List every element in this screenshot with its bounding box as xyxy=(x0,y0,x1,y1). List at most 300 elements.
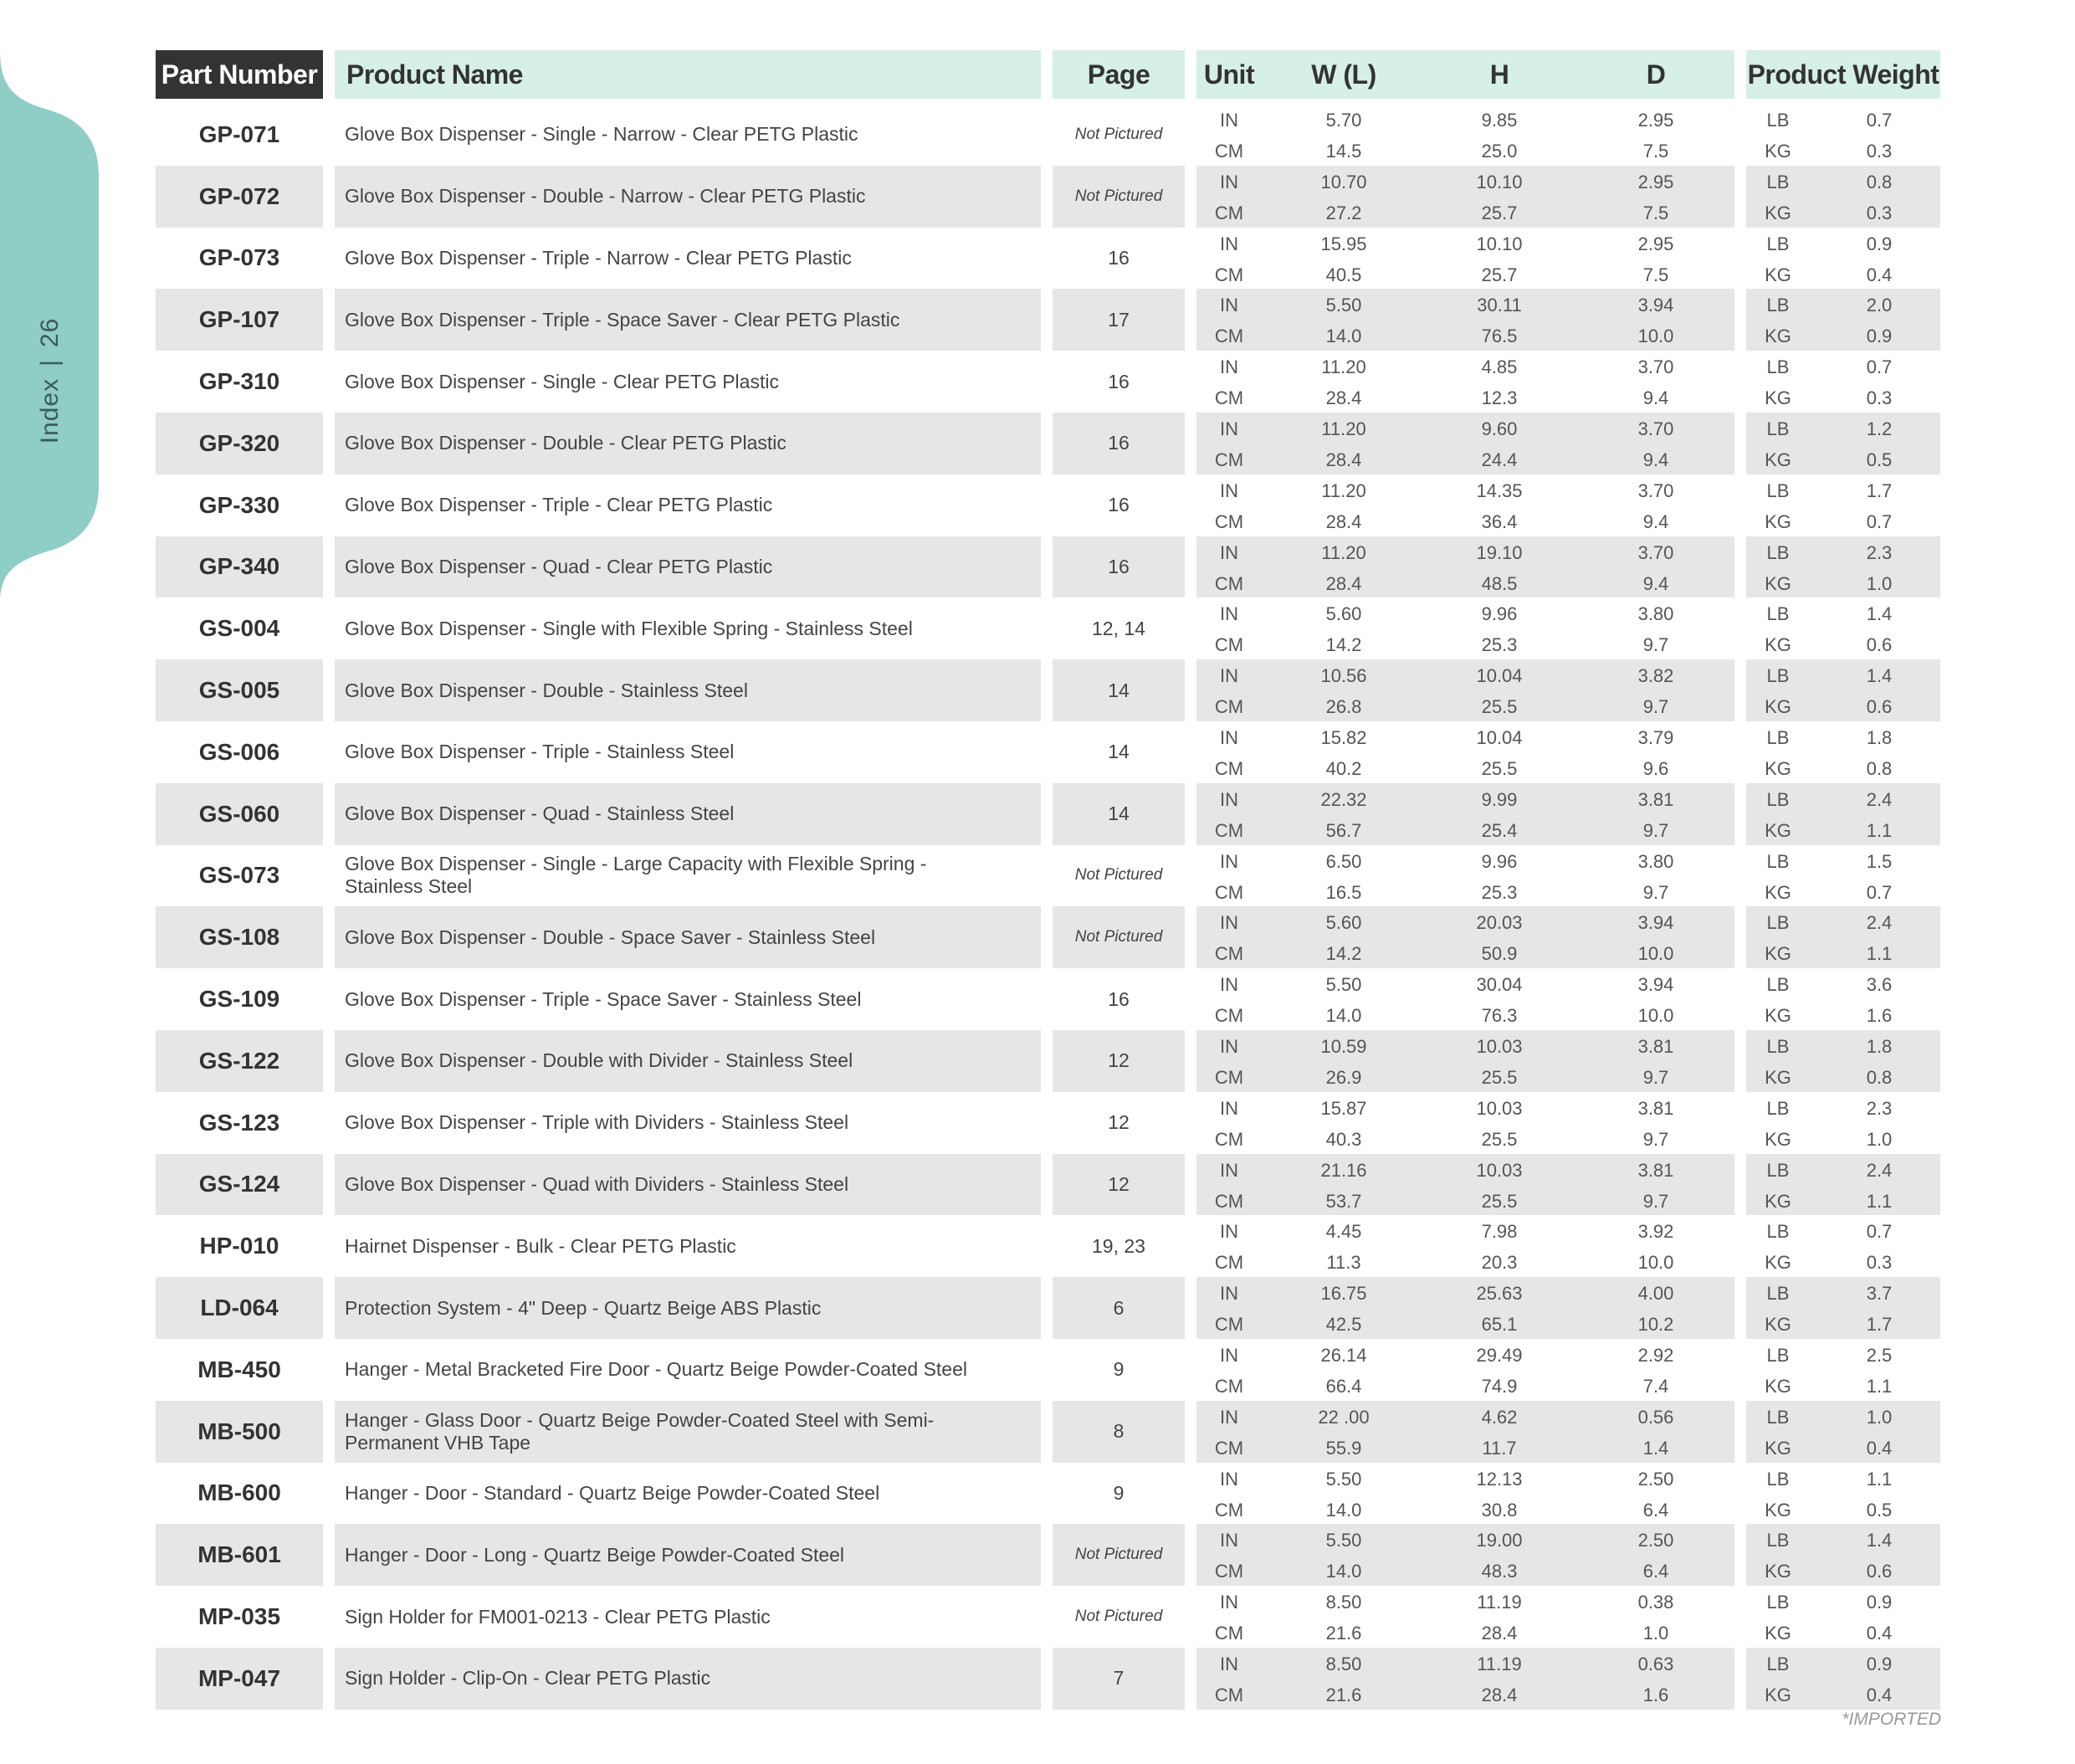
weight-kg: 0.9 xyxy=(1866,326,1893,347)
unit-lb: LB xyxy=(1766,665,1790,687)
page-ref: 12, 14 xyxy=(1092,617,1145,639)
dimensions-cell xyxy=(1196,104,1734,166)
depth-cm: 10.0 xyxy=(1637,326,1674,347)
width-cm: 40.2 xyxy=(1325,758,1362,779)
product-name: Protection System - 4" Deep - Quartz Beige ABS Plastic xyxy=(335,1277,1041,1339)
unit-kg: KG xyxy=(1765,202,1791,223)
unit-lb: LB xyxy=(1766,1159,1790,1181)
weight-kg: 0.6 xyxy=(1866,634,1893,656)
side-tab-section: Index xyxy=(36,377,64,444)
unit-kg: KG xyxy=(1765,881,1791,903)
unit-kg: KG xyxy=(1765,1561,1791,1582)
part-number: HP-010 xyxy=(199,1233,279,1259)
product-name: Glove Box Dispenser - Triple - Space Saver - Stainless Steel xyxy=(345,987,862,1010)
depth-in: 3.70 xyxy=(1637,479,1674,501)
weight-cell xyxy=(1746,166,1940,228)
weight-lb: 2.3 xyxy=(1866,1097,1893,1119)
weight-cell xyxy=(1746,351,1940,413)
header-depth: D xyxy=(1646,59,1666,90)
product-name: Glove Box Dispenser - Single with Flexible Spring - Stainless Steel xyxy=(345,617,913,639)
height-cm: 76.5 xyxy=(1481,326,1518,347)
unit-kg: KG xyxy=(1765,1067,1791,1088)
height-cm: 74.9 xyxy=(1481,1376,1518,1397)
weight-kg: 0.3 xyxy=(1866,202,1893,223)
part-number: GP-340 xyxy=(156,536,323,598)
unit-cm: CM xyxy=(1214,326,1244,347)
page-ref: 9 xyxy=(1113,1481,1125,1504)
depth-cm: 9.6 xyxy=(1642,758,1669,779)
depth-cm: 7.5 xyxy=(1642,202,1669,223)
unit-lb: LB xyxy=(1766,788,1790,810)
height-cm: 25.3 xyxy=(1481,881,1518,903)
unit-lb: LB xyxy=(1766,1592,1790,1613)
product-name: Glove Box Dispenser - Triple - Clear PETG Plastic xyxy=(345,494,773,516)
width-cm: 14.0 xyxy=(1325,1005,1362,1027)
weight-cell xyxy=(1746,845,1940,907)
depth-cm: 10.0 xyxy=(1637,1005,1674,1027)
weight-lb: 1.4 xyxy=(1866,665,1893,687)
depth-cm: 10.0 xyxy=(1637,943,1674,965)
page-ref: 16 xyxy=(1108,370,1130,392)
unit-kg: KG xyxy=(1765,1190,1791,1212)
width-in: 16.75 xyxy=(1320,1283,1367,1305)
product-name: Glove Box Dispenser - Single - Clear PETG Plastic xyxy=(345,370,779,392)
width-cm: 14.5 xyxy=(1325,141,1362,162)
product-index-table xyxy=(156,50,1940,1707)
page-ref: 16 xyxy=(1108,246,1130,269)
dimensions-cell xyxy=(1196,228,1734,290)
height-in: 10.10 xyxy=(1476,233,1523,254)
weight-lb: 0.9 xyxy=(1866,233,1893,254)
width-cm: 14.0 xyxy=(1325,1499,1362,1520)
weight-cell xyxy=(1746,1215,1940,1277)
table-row xyxy=(156,659,1940,721)
width-in: 8.50 xyxy=(1325,1654,1362,1674)
table-row xyxy=(156,413,1940,474)
weight-lb: 0.9 xyxy=(1866,1654,1893,1674)
unit-kg: KG xyxy=(1765,1314,1791,1336)
unit-in: IN xyxy=(1220,233,1238,254)
table-row xyxy=(156,1463,1940,1525)
width-in: 21.16 xyxy=(1320,1159,1367,1181)
dimensions-cell xyxy=(1196,1463,1734,1525)
table-row xyxy=(156,1277,1940,1339)
depth-cm: 10.0 xyxy=(1637,1252,1674,1274)
unit-in: IN xyxy=(1220,110,1238,131)
weight-lb: 1.4 xyxy=(1866,1530,1893,1551)
height-in: 9.85 xyxy=(1481,110,1518,131)
product-name: Sign Holder for FM001-0213 - Clear PETG Plastic xyxy=(345,1605,771,1628)
unit-kg: KG xyxy=(1765,1128,1791,1150)
width-cm: 28.4 xyxy=(1325,572,1362,594)
page-ref: 17 xyxy=(1053,289,1185,351)
unit-in: IN xyxy=(1220,603,1238,625)
part-number: GP-072 xyxy=(156,166,323,228)
page-ref: Not Pictured xyxy=(1053,1524,1185,1586)
weight-cell xyxy=(1746,906,1940,968)
unit-kg: KG xyxy=(1765,1437,1791,1459)
header-page: Page xyxy=(1053,50,1185,99)
depth-in: 0.56 xyxy=(1637,1406,1674,1428)
unit-in: IN xyxy=(1220,727,1238,748)
unit-in: IN xyxy=(1220,1530,1238,1551)
part-number: LD-064 xyxy=(156,1277,323,1339)
height-cm: 25.7 xyxy=(1481,202,1518,223)
width-in: 11.20 xyxy=(1321,356,1366,378)
height-cm: 76.3 xyxy=(1481,1005,1518,1027)
weight-lb: 2.4 xyxy=(1866,912,1893,934)
depth-cm: 1.4 xyxy=(1642,1437,1669,1459)
dimensions-cell xyxy=(1196,1215,1734,1277)
width-cm: 42.5 xyxy=(1325,1314,1362,1336)
weight-cell xyxy=(1746,104,1940,166)
weight-cell xyxy=(1746,289,1940,351)
width-in: 5.60 xyxy=(1325,603,1362,625)
weight-lb: 1.5 xyxy=(1866,850,1893,872)
dimensions-cell xyxy=(1196,1277,1734,1339)
width-in: 15.87 xyxy=(1320,1097,1367,1119)
table-row xyxy=(156,1401,1940,1463)
height-in: 10.03 xyxy=(1476,1036,1523,1057)
height-in: 12.13 xyxy=(1476,1468,1523,1490)
weight-kg: 0.5 xyxy=(1866,1499,1893,1520)
height-in: 19.00 xyxy=(1476,1530,1523,1551)
weight-cell xyxy=(1746,1586,1940,1648)
unit-lb: LB xyxy=(1766,1221,1790,1243)
header-dimensions xyxy=(1196,50,1734,99)
header-width: W (L) xyxy=(1311,59,1376,90)
page-ref: 12 xyxy=(1108,1111,1130,1134)
header-product-name: Product Name xyxy=(335,50,1041,99)
part-number: MP-035 xyxy=(197,1603,281,1630)
weight-cell xyxy=(1746,1401,1940,1463)
unit-in: IN xyxy=(1220,974,1238,996)
weight-cell xyxy=(1746,413,1940,474)
page-ref: Not Pictured xyxy=(1074,1608,1163,1626)
unit-in: IN xyxy=(1220,665,1238,687)
product-name: Hanger - Door - Long - Quartz Beige Powder-Coated Steel xyxy=(335,1524,1041,1586)
height-cm: 50.9 xyxy=(1481,943,1518,965)
height-cm: 28.4 xyxy=(1481,1685,1518,1705)
part-number: GP-071 xyxy=(198,121,280,147)
height-cm: 25.7 xyxy=(1481,264,1518,285)
weight-lb: 0.7 xyxy=(1866,1221,1893,1243)
weight-lb: 2.5 xyxy=(1866,1345,1893,1366)
depth-in: 3.81 xyxy=(1637,1097,1674,1119)
unit-kg: KG xyxy=(1765,696,1791,718)
product-name: Glove Box Dispenser - Triple - Narrow - Clear PETG Plastic xyxy=(345,246,852,269)
height-in: 14.35 xyxy=(1476,479,1523,501)
height-cm: 25.5 xyxy=(1481,696,1518,718)
part-number: MB-500 xyxy=(156,1401,323,1463)
unit-in: IN xyxy=(1220,1036,1238,1057)
table-row xyxy=(156,474,1940,536)
unit-cm: CM xyxy=(1214,1499,1244,1520)
weight-kg: 0.8 xyxy=(1866,758,1893,779)
dimensions-cell xyxy=(1196,906,1734,968)
part-number: MB-600 xyxy=(197,1479,281,1506)
depth-in: 3.79 xyxy=(1637,727,1674,748)
unit-kg: KG xyxy=(1765,819,1791,841)
weight-lb: 2.3 xyxy=(1866,541,1893,563)
weight-kg: 0.7 xyxy=(1866,510,1893,532)
width-in: 11.20 xyxy=(1321,541,1366,563)
table-row xyxy=(156,1524,1940,1586)
product-name: Glove Box Dispenser - Quad with Dividers - Stainless Steel xyxy=(335,1154,1041,1216)
header-part-number: Part Number xyxy=(156,50,323,99)
dimensions-cell xyxy=(1196,1586,1734,1648)
weight-lb: 1.7 xyxy=(1866,479,1893,501)
product-name: Glove Box Dispenser - Quad - Clear PETG Plastic xyxy=(335,536,1041,598)
width-in: 10.70 xyxy=(1320,171,1367,192)
unit-in: IN xyxy=(1220,1221,1238,1243)
width-in: 22.32 xyxy=(1320,788,1367,810)
weight-kg: 0.4 xyxy=(1866,1685,1893,1705)
weight-kg: 1.0 xyxy=(1866,572,1893,594)
dimensions-cell xyxy=(1196,474,1734,536)
unit-cm: CM xyxy=(1214,1005,1244,1027)
product-name: Glove Box Dispenser - Single - Narrow - Clear PETG Plastic xyxy=(345,123,858,146)
product-name: Hanger - Door - Standard - Quartz Beige Powder-Coated Steel xyxy=(345,1481,880,1504)
height-in: 10.03 xyxy=(1476,1159,1523,1181)
weight-cell xyxy=(1746,1030,1940,1092)
header-height: H xyxy=(1489,59,1509,90)
weight-lb: 0.7 xyxy=(1866,110,1893,131)
depth-in: 3.81 xyxy=(1637,1159,1674,1181)
depth-cm: 9.7 xyxy=(1642,634,1669,656)
part-number: GS-073 xyxy=(198,862,280,889)
height-cm: 25.4 xyxy=(1481,819,1518,841)
width-cm: 14.0 xyxy=(1325,1561,1362,1582)
unit-in: IN xyxy=(1220,912,1238,934)
unit-in: IN xyxy=(1220,1097,1238,1119)
weight-lb: 1.8 xyxy=(1866,1036,1893,1057)
unit-cm: CM xyxy=(1214,449,1244,470)
weight-cell xyxy=(1746,1339,1940,1401)
depth-cm: 9.7 xyxy=(1642,819,1669,841)
width-in: 5.60 xyxy=(1325,912,1362,934)
width-in: 22 .00 xyxy=(1318,1406,1370,1428)
weight-cell xyxy=(1746,1463,1940,1525)
dimensions-cell xyxy=(1196,783,1734,845)
unit-lb: LB xyxy=(1766,1654,1790,1674)
width-cm: 14.2 xyxy=(1325,943,1362,965)
part-number: GS-005 xyxy=(156,659,323,721)
unit-kg: KG xyxy=(1765,1376,1791,1397)
weight-cell xyxy=(1746,1524,1940,1586)
width-in: 11.20 xyxy=(1321,479,1366,501)
weight-kg: 0.8 xyxy=(1866,1067,1893,1088)
weight-kg: 0.3 xyxy=(1866,387,1893,409)
unit-cm: CM xyxy=(1214,1685,1244,1705)
part-number: GP-310 xyxy=(198,368,280,395)
unit-cm: CM xyxy=(1214,1067,1244,1088)
table-row xyxy=(156,597,1940,659)
unit-cm: CM xyxy=(1214,881,1244,903)
unit-cm: CM xyxy=(1214,758,1244,779)
weight-lb: 1.0 xyxy=(1866,1406,1893,1428)
unit-cm: CM xyxy=(1214,387,1244,409)
unit-in: IN xyxy=(1220,1468,1238,1490)
side-tab-separator: | xyxy=(36,359,64,367)
depth-cm: 7.5 xyxy=(1642,264,1669,285)
height-cm: 25.5 xyxy=(1481,1067,1518,1088)
part-number: GS-004 xyxy=(198,615,280,642)
depth-cm: 9.4 xyxy=(1642,572,1669,594)
width-cm: 16.5 xyxy=(1325,881,1362,903)
page-ref: 16 xyxy=(1108,987,1130,1010)
height-cm: 30.8 xyxy=(1481,1499,1518,1520)
weight-cell xyxy=(1746,1092,1940,1154)
width-cm: 21.6 xyxy=(1325,1685,1362,1705)
unit-in: IN xyxy=(1220,356,1238,378)
width-in: 15.82 xyxy=(1320,727,1367,748)
table-row xyxy=(156,1215,1940,1277)
height-cm: 28.4 xyxy=(1481,1623,1518,1644)
width-cm: 53.7 xyxy=(1325,1190,1362,1212)
width-cm: 28.4 xyxy=(1325,449,1362,470)
width-cm: 21.6 xyxy=(1325,1623,1362,1644)
unit-in: IN xyxy=(1220,295,1238,316)
weight-kg: 1.6 xyxy=(1866,1005,1893,1027)
weight-lb: 3.6 xyxy=(1866,974,1893,996)
unit-cm: CM xyxy=(1214,1252,1244,1274)
weight-kg: 0.4 xyxy=(1866,1623,1893,1644)
weight-cell xyxy=(1746,1648,1940,1710)
weight-lb: 0.7 xyxy=(1866,356,1893,378)
dimensions-cell xyxy=(1196,1092,1734,1154)
table-row xyxy=(156,166,1940,228)
width-cm: 40.3 xyxy=(1325,1128,1362,1150)
page-ref: 12 xyxy=(1053,1030,1185,1092)
unit-lb: LB xyxy=(1766,171,1790,192)
part-number: GP-320 xyxy=(156,413,323,474)
unit-lb: LB xyxy=(1766,912,1790,934)
weight-lb: 0.9 xyxy=(1866,1592,1893,1613)
depth-in: 2.92 xyxy=(1637,1345,1674,1366)
depth-cm: 9.7 xyxy=(1642,696,1669,718)
unit-in: IN xyxy=(1220,788,1238,810)
weight-cell xyxy=(1746,597,1940,659)
part-number: GS-123 xyxy=(198,1109,280,1136)
unit-cm: CM xyxy=(1214,1128,1244,1150)
page-ref: Not Pictured xyxy=(1074,866,1163,885)
table-row xyxy=(156,289,1940,351)
unit-kg: KG xyxy=(1765,572,1791,594)
depth-in: 3.80 xyxy=(1637,603,1674,625)
height-in: 30.04 xyxy=(1476,974,1523,996)
product-name: Glove Box Dispenser - Triple - Space Saver - Clear PETG Plastic xyxy=(335,289,1041,351)
table-row xyxy=(156,721,1940,783)
unit-in: IN xyxy=(1220,1406,1238,1428)
unit-cm: CM xyxy=(1214,510,1244,532)
depth-in: 3.82 xyxy=(1637,665,1674,687)
unit-kg: KG xyxy=(1765,758,1791,779)
depth-in: 3.94 xyxy=(1637,974,1674,996)
product-name: Hanger - Metal Bracketed Fire Door - Quartz Beige Powder-Coated Steel xyxy=(345,1358,967,1381)
depth-in: 3.81 xyxy=(1637,788,1674,810)
dimensions-cell xyxy=(1196,536,1734,598)
product-name: Glove Box Dispenser - Single - Large Capacity with Flexible Spring - Stainless Steel xyxy=(345,853,927,898)
depth-in: 0.38 xyxy=(1637,1592,1674,1613)
part-number: GS-060 xyxy=(156,783,323,845)
depth-in: 3.94 xyxy=(1637,295,1674,316)
unit-lb: LB xyxy=(1766,356,1790,378)
width-cm: 27.2 xyxy=(1325,202,1362,223)
unit-cm: CM xyxy=(1214,1561,1244,1582)
unit-lb: LB xyxy=(1766,541,1790,563)
weight-kg: 0.4 xyxy=(1866,264,1893,285)
weight-lb: 2.4 xyxy=(1866,1159,1893,1181)
page-ref: 7 xyxy=(1053,1648,1185,1710)
weight-kg: 0.4 xyxy=(1866,1437,1893,1459)
dimensions-cell xyxy=(1196,1524,1734,1586)
unit-cm: CM xyxy=(1214,141,1244,162)
unit-in: IN xyxy=(1220,479,1238,501)
table-row xyxy=(156,1648,1940,1710)
height-in: 9.99 xyxy=(1481,788,1518,810)
depth-cm: 9.7 xyxy=(1642,1128,1669,1150)
depth-in: 3.92 xyxy=(1637,1221,1674,1243)
table-row xyxy=(156,104,1940,166)
height-in: 4.85 xyxy=(1481,356,1518,378)
depth-cm: 1.6 xyxy=(1642,1685,1669,1705)
width-in: 8.50 xyxy=(1325,1592,1362,1613)
width-in: 4.45 xyxy=(1325,1221,1362,1243)
unit-in: IN xyxy=(1220,1345,1238,1366)
height-cm: 36.4 xyxy=(1481,510,1518,532)
unit-kg: KG xyxy=(1765,141,1791,162)
table-row xyxy=(156,845,1940,907)
dimensions-cell xyxy=(1196,351,1734,413)
height-in: 10.04 xyxy=(1476,665,1523,687)
unit-cm: CM xyxy=(1214,264,1244,285)
part-number: MB-450 xyxy=(197,1356,281,1382)
unit-lb: LB xyxy=(1766,295,1790,316)
weight-kg: 1.7 xyxy=(1866,1314,1893,1336)
unit-lb: LB xyxy=(1766,974,1790,996)
depth-in: 2.95 xyxy=(1637,110,1674,131)
page-ref: 19, 23 xyxy=(1092,1234,1145,1257)
product-name: Glove Box Dispenser - Double - Clear PETG Plastic xyxy=(335,413,1041,474)
height-in: 7.98 xyxy=(1481,1221,1518,1243)
width-cm: 26.9 xyxy=(1325,1067,1362,1088)
height-in: 9.96 xyxy=(1481,850,1518,872)
unit-cm: CM xyxy=(1214,572,1244,594)
weight-cell xyxy=(1746,1154,1940,1216)
part-number: GS-108 xyxy=(156,906,323,968)
product-name: Glove Box Dispenser - Double - Space Saver - Stainless Steel xyxy=(335,906,1041,968)
width-in: 5.50 xyxy=(1325,974,1362,996)
unit-cm: CM xyxy=(1214,1376,1244,1397)
page-ref: Not Pictured xyxy=(1074,125,1163,143)
unit-lb: LB xyxy=(1766,850,1790,872)
table-row xyxy=(156,1030,1940,1092)
unit-lb: LB xyxy=(1766,1406,1790,1428)
height-cm: 25.5 xyxy=(1481,1128,1518,1150)
unit-in: IN xyxy=(1220,1654,1238,1674)
depth-in: 0.63 xyxy=(1637,1654,1674,1674)
height-in: 29.49 xyxy=(1476,1345,1523,1366)
depth-cm: 1.0 xyxy=(1642,1623,1669,1644)
table-row xyxy=(156,1339,1940,1401)
weight-cell xyxy=(1746,968,1940,1030)
part-number: GP-330 xyxy=(198,491,280,518)
dimensions-cell xyxy=(1196,1401,1734,1463)
weight-kg: 1.1 xyxy=(1866,943,1893,965)
depth-cm: 9.7 xyxy=(1642,1067,1669,1088)
unit-kg: KG xyxy=(1765,510,1791,532)
